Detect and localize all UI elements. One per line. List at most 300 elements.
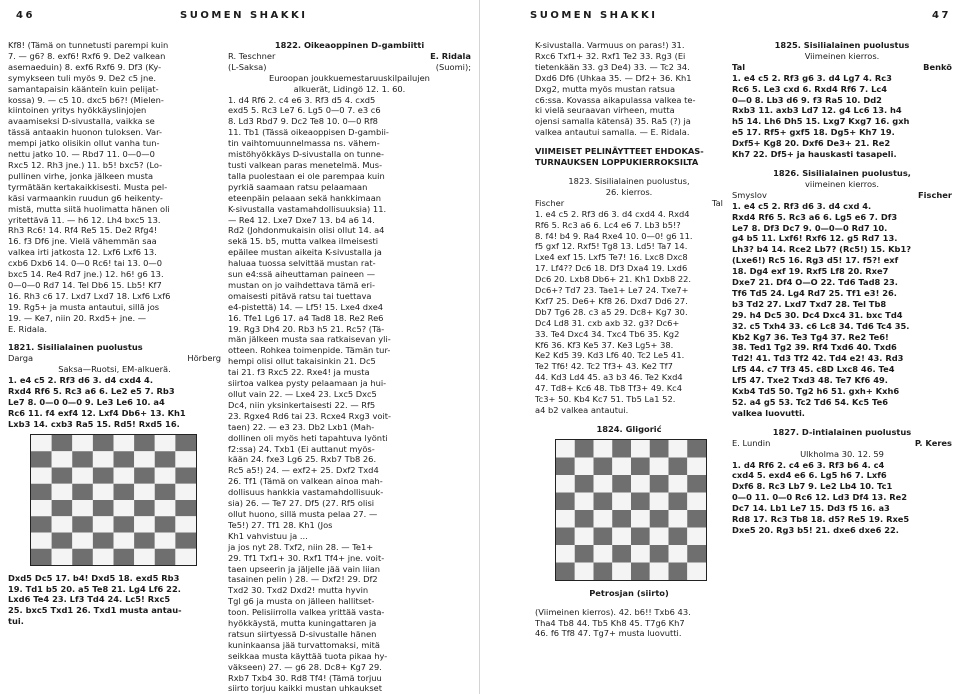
round-line: viimeinen kierros. <box>804 178 879 189</box>
move-line: Rc6 11. f4 exf4 12. Lxf4 Db6+ 13. Kh1 <box>8 407 186 418</box>
running-head-left: SUOMEN SHAKKI <box>180 10 308 21</box>
text-line: mustan on jo vaihdettava tämä eri- <box>228 279 375 290</box>
move-line: Dxe7 21. Df4 O—O 22. Td6 Tad8 23. <box>732 277 898 288</box>
move-line: Tf6 Td5 24. Lg4 Rd7 25. Tf1 e3! 26. <box>732 287 897 298</box>
board-square <box>134 483 155 499</box>
text-line: asemaeduin) 8. exf6 Rxf6 9. Df3 (Ky- <box>8 61 162 72</box>
text-line: — Re4 12. Lxe7 Dxe7 13. b4 a6 14. <box>228 214 375 225</box>
board-square <box>612 457 631 475</box>
board-square <box>134 500 155 516</box>
commentary-text <box>535 40 723 138</box>
text-line: f2:ssa) 24. Txb1 (Ei auttanut myös- <box>228 443 375 454</box>
text-line: tusti valkean paras menetelmä. Mus- <box>228 159 383 170</box>
text-line: 16. Tfe1 Lg6 17. a4 Tad8 18. Re2 Re6 <box>228 312 384 323</box>
text-column-2 <box>228 40 471 694</box>
text-line: avaamiseksi D-sivustalla, vaikka se <box>8 116 155 127</box>
chess-diagram-1821 <box>30 434 197 566</box>
text-line: yritettävä 11. — h6 12. Lh4 bxc5 13. <box>8 214 161 225</box>
board-square <box>669 492 688 510</box>
game-1821-moves <box>8 375 221 430</box>
board-square <box>155 451 176 467</box>
right-page <box>480 0 959 694</box>
move-line: Le7 8. 0—0 0—0 9. Le3 Le6 10. a4 <box>8 397 165 407</box>
black-player: Fischer <box>918 189 952 200</box>
board-square <box>31 532 52 548</box>
move-line: 8. f4! b4 9. Ra4 Rxe4 10. 0—0! g6 11. <box>535 230 693 241</box>
move-line: 44. Kd3 Ld4 45. a3 b3 46. Te2 Kxd4 <box>535 372 683 383</box>
text-line: valkea irti jatkosta 12. Lxf6 Lxf6 13. <box>8 247 157 258</box>
board-square <box>575 492 594 510</box>
text-line: 19. Rg5+ ja musta antautui, sillä jos <box>8 301 160 312</box>
move-line: Le7 8. Df3 Dc7 9. 0—0—0 Rd7 10. <box>732 222 888 233</box>
board-square <box>575 510 594 528</box>
board-square <box>93 483 114 499</box>
board-square <box>93 516 114 532</box>
move-line: Lxb3 14. cxb3 Ra5 15. Rd5! Rxd5 16. <box>8 418 180 429</box>
board-square <box>575 457 594 475</box>
chess-diagram-1824 <box>555 439 707 581</box>
text-line: hyökkäystä, mutta kuningattaren ja <box>228 618 377 629</box>
board-square <box>72 467 93 483</box>
game-1826-moves <box>732 201 952 419</box>
black-player: Benkö <box>923 61 952 72</box>
text-line: tai 21. f3 Rxc5 22. Rxe4! ja musta <box>228 367 370 378</box>
players-line <box>732 62 952 73</box>
board-square <box>650 545 669 563</box>
event-line: Ulkholma 30. 12. 59 <box>800 448 884 459</box>
board-square <box>31 451 52 467</box>
board-square <box>52 483 73 499</box>
text-line: K-sivustalla vastamahdollisuuksia) 11. <box>228 203 387 214</box>
board-square <box>687 562 706 580</box>
text-line: E. Ridala. <box>8 323 47 334</box>
text-line: 7. — g6? 8. exf6! Rxf6 9. De2 valkean <box>8 50 166 61</box>
text-line: bxc5 14. Re4 Rd7 jne.) 12. h6! g6 13. <box>8 269 164 280</box>
move-line: 25. bxc5 Txd1 26. Txd1 musta antau- <box>8 605 182 616</box>
black-player: E. Ridala <box>430 50 471 61</box>
board-square <box>134 548 155 564</box>
board-square <box>687 527 706 545</box>
text-line: kuninkaansa jää turvattomaksi, mitä <box>228 639 380 650</box>
text-line: Dxd6 Df6 (Uhkaa 35. — Df2+ 36. Kh1 <box>535 72 692 83</box>
text-line: ki vielä seuraavan virheen, mutta <box>535 105 675 116</box>
game-1822-text <box>228 95 471 694</box>
text-line: sun e4:ssä aiheuttaman paineen — <box>228 269 376 280</box>
text-line: taen upseerin ja jäljelle jää vain liian <box>228 563 381 574</box>
players-line <box>732 190 952 201</box>
move-line: 1. e4 c5 2. Rf3 g6 3. d4 Lg7 4. Rc3 <box>732 72 892 83</box>
text-line: Rh3 Rc6! 14. Rf4 Re5 15. De2 Rfg4! <box>8 225 158 236</box>
text-line: väkseen) 27. — g6 28. Dc8+ Kg7 29. <box>228 661 382 672</box>
text-line: män jälkeen musta saa ratkaisevan yli- <box>228 334 391 345</box>
text-line: omaisesti pitävä ratsu tai tuettava <box>228 290 372 301</box>
board-square <box>93 435 114 451</box>
board-square <box>612 562 631 580</box>
move-line: 52. a4 g5 53. Tc2 Td6 54. Kc5 Te6 <box>732 397 888 407</box>
text-line: ratsun siirtyessä D-sivustalle hänen <box>228 628 377 639</box>
text-line: Te5!) 27. Tf1 28. Kh1 (Jos <box>228 519 333 530</box>
game-1826-header: 1826. Sisilialainen puolustus, <box>773 167 911 178</box>
move-line: (Lxe6!) Rc5 16. Rg3 d5! 17. f5?! exf <box>732 255 899 266</box>
board-square <box>594 527 613 545</box>
board-square <box>650 562 669 580</box>
move-line: cxd4 5. exd4 e6 6. Lg5 h6 7. Lxf6 <box>732 470 887 481</box>
board-square <box>114 516 135 532</box>
board-square <box>669 527 688 545</box>
game-1825-header: 1825. Sisilialainen puolustus <box>774 40 910 50</box>
board-square <box>575 440 594 458</box>
text-line: pyrkiä saamaan ratsu pelaamaan <box>228 181 368 192</box>
board-square <box>631 457 650 475</box>
board-square <box>175 516 196 532</box>
board-square <box>594 492 613 510</box>
board-square <box>631 475 650 493</box>
text-line: sekä 15. b5, mutta valkea ilmeisesti <box>228 236 379 247</box>
text-line: symykseen tuli myös 9. De2 c5 jne. <box>8 72 156 83</box>
text-line: Kh1 vahvistuu ja ... <box>228 530 308 541</box>
board-square <box>631 510 650 528</box>
text-line: seikkaa musta käyttää tuota pikaa hy- <box>228 650 388 661</box>
text-line: 19. — Ke7, niin 20. Rxd5+ jne. — <box>8 312 147 323</box>
board-square <box>631 545 650 563</box>
move-line: Lh3? b4 14. Rce2 Lb7? (Rc5!) 15. Kb1? <box>732 244 912 255</box>
move-line: Dxf5+ Kg8 20. Dxf6 De3+ 21. Re2 <box>732 138 891 149</box>
board-square <box>631 562 650 580</box>
text-line: K-sivustalla. Varmuus on paras!) 31. <box>535 40 685 50</box>
board-square <box>612 492 631 510</box>
event-line: Euroopan joukkuemestaruuskilpailujen <box>269 72 430 83</box>
board-square <box>556 475 575 493</box>
move-line: 1. d4 Rf6 2. c4 e6 3. Rf3 b6 4. c4 <box>732 459 885 470</box>
text-line: samantapaisin käänteïn kuin peliįat- <box>8 83 159 94</box>
board-square <box>31 548 52 564</box>
board-square <box>556 545 575 563</box>
diagram-caption: Petrosjan (siirto) <box>589 587 669 598</box>
game-1821-continuation <box>8 573 221 628</box>
move-line: Rd8 17. Rc3 Tb8 18. d5? Re5 19. Rxe5 <box>732 514 910 525</box>
board-square <box>114 435 135 451</box>
text-line: 26. Tf1 (Tämä on valkean ainoa mah- <box>228 476 383 487</box>
board-square <box>175 483 196 499</box>
text-line: 29. Tf1 Txf1+ 30. Rxf1 Tf4+ jne. voit- <box>228 552 385 563</box>
board-square <box>612 475 631 493</box>
board-square <box>669 440 688 458</box>
players-line <box>228 51 471 62</box>
board-square <box>687 440 706 458</box>
text-line: dollinen oli myös heti tapahtuva lyönti <box>228 432 388 443</box>
text-line: Rxc6 Txf1+ 32. Rxf1 Te2 33. Rg3 (Ei <box>535 50 686 61</box>
white-player: Tal <box>732 61 746 72</box>
text-column-1 <box>8 40 221 627</box>
text-line: sia) 26. — Te7 27. Df5 (27. Rf5 olisi <box>228 498 375 509</box>
board-square <box>175 435 196 451</box>
board-square <box>556 440 575 458</box>
board-square <box>631 492 650 510</box>
text-line: tässä antaakin huonon tuloksen. Var- <box>8 127 162 138</box>
text-column-4 <box>732 40 952 536</box>
board-square <box>687 457 706 475</box>
board-square <box>612 510 631 528</box>
move-line: 18. Dg4 exf 19. Rxf5 Lf8 20. Rxe7 <box>732 266 889 277</box>
move-line: 19. Td1 b5 20. a5 Te8 21. Lg4 Lf6 22. <box>8 583 181 594</box>
board-square <box>72 500 93 516</box>
board-square <box>669 545 688 563</box>
board-square <box>93 548 114 564</box>
board-square <box>93 467 114 483</box>
text-line: käsi varmaankin ruudun g6 heikenty- <box>8 192 163 203</box>
board-square <box>52 516 73 532</box>
board-square <box>575 475 594 493</box>
text-line: otteen. Rohkea toimenpide. Tämän tur- <box>228 345 391 356</box>
move-line: Te2 Tf6! 42. Tc2 Tf3+ 43. Ke2 Tf7 <box>535 361 673 372</box>
text-line: cxb6 Dxb6 14. 0—0 Rc6! tai 13. 0—0 <box>8 258 162 269</box>
text-line: 19. Rg3 Dh4 20. Rb3 h5 21. Rc5? (Tä- <box>228 323 385 334</box>
board-square <box>134 451 155 467</box>
board-square <box>134 516 155 532</box>
board-square <box>52 500 73 516</box>
move-line: Rc6 5. Le3 cxd 6. Rxd4 Rf6 7. Lc4 <box>732 83 888 94</box>
text-line: epäilee mustan aikeita K-sivustalla ja <box>228 247 382 258</box>
board-square <box>31 467 52 483</box>
move-line: 47. Td8+ Kc6 48. Tb8 Tf3+ 49. Kc4 <box>535 383 683 394</box>
text-line: dollisuus hankkia vastamahdollisuuk- <box>228 487 384 498</box>
running-head-right: SUOMEN SHAKKI <box>530 10 658 21</box>
text-line: 16. Rh3 c6 17. Lxd7 Lxd7 18. Lxf6 Lxf6 <box>8 290 171 301</box>
board-square <box>556 492 575 510</box>
move-line: f5 gxf 12. Rxf5! Tg8 13. Ld5! Ta7 14. <box>535 241 688 252</box>
text-line: tyrmätään kertakaikkisesti. Musta pel- <box>8 181 168 192</box>
white-player: Fischer <box>535 197 565 208</box>
move-line: 1. e4 c5 2. Rf3 d6 3. d4 cxd4 4. Rxd4 <box>535 208 690 219</box>
board-square <box>594 562 613 580</box>
commentary-text <box>8 40 221 334</box>
black-player: Tal <box>711 197 723 208</box>
game-1821-header: 1821. Sisilialainen puolustus <box>8 342 143 353</box>
text-line: haluaa tuossa selvittää mustan rat- <box>228 258 376 269</box>
board-square <box>72 516 93 532</box>
board-square <box>134 435 155 451</box>
board-square <box>93 532 114 548</box>
board-square <box>631 527 650 545</box>
board-square <box>650 440 669 458</box>
text-line: siirto torjuu kaikki mustan uhkaukset <box>228 683 383 694</box>
move-line: Kf6 36. Kf3 Ke5 37. Ke3 Lg5+ 38. <box>535 339 674 350</box>
white-country: (L-Saksa) <box>228 61 267 72</box>
board-square <box>114 467 135 483</box>
board-square <box>669 475 688 493</box>
text-line: 23. Rgxe4 Rd6 tai 23. Rcxe4 Rxg3 voit- <box>228 410 391 421</box>
move-line: Lf5 47. Txe2 Txd3 48. Te7 Kf6 49. <box>732 375 888 386</box>
text-line: exd5 5. Rc3 Le7 6. Lg5 0—0 7. e3 c6 <box>228 105 381 116</box>
text-line: eteenpäin pelaaan sekä hankkimaan <box>228 192 382 203</box>
move-line: Dc6+? Td7 23. Tae1+ Le7 24. Txe7+ <box>535 285 689 296</box>
board-square <box>612 527 631 545</box>
board-square <box>687 545 706 563</box>
board-square <box>556 510 575 528</box>
board-square <box>52 548 73 564</box>
text-line: 1. d4 Rf6 2. c4 e6 3. Rf3 d5 4. cxd5 <box>228 94 376 105</box>
board-square <box>134 532 155 548</box>
text-line: 8. Ld3 Rbd7 9. Dc2 Te8 10. 0—0 Rf8 <box>228 116 378 127</box>
move-line: 0—0 8. Lb3 d6 9. f3 Ra5 10. Dd2 <box>732 94 882 105</box>
text-line: 0—0—0 Rd7 14. Tel Db6 15. Lb5! Kf7 <box>8 279 162 290</box>
board-square <box>155 483 176 499</box>
game-1827-moves <box>732 460 952 536</box>
board-square <box>114 483 135 499</box>
white-player: R. Teschner <box>228 50 276 61</box>
board-square <box>650 492 669 510</box>
move-line: Rxb3 11. axb3 Ld7 12. g4 Lc6 13. h4 <box>732 105 902 116</box>
board-square <box>52 467 73 483</box>
white-player: Darga <box>8 353 34 364</box>
move-line: (Viimeinen kierros). 42. b6!! Txb6 43. <box>535 606 691 617</box>
text-line: tin vaihtomuunnelmassa ns. vähem- <box>228 138 380 149</box>
text-line: Dxg2, mutta myös mustan ratsua <box>535 83 676 94</box>
board-square <box>114 532 135 548</box>
board-square <box>650 457 669 475</box>
move-line: Kxb4 Td5 50. Tg2 h6 51. gxh+ Kxh6 <box>732 386 900 397</box>
text-line: pullinen virhe, jonka jälkeen musta <box>8 170 154 181</box>
text-line: kään 24. fxe3 Lg6 25. Rxb7 Tb8 26. <box>228 454 377 465</box>
board-square <box>31 435 52 451</box>
text-line: mistöhyökkäys D-sivustalla on tunne- <box>228 149 384 160</box>
black-country: (Suomi); <box>435 61 471 72</box>
text-line: 16. f3 Df6 jne. Vielä vähemmän saa <box>8 236 157 247</box>
board-square <box>175 467 196 483</box>
text-line: ollut vain 22. — Lxe4 23. Lxc5 Dxc5 <box>228 389 377 399</box>
game-1823-moves <box>535 209 723 416</box>
game-1824-header: 1824. Gligorić <box>596 423 662 434</box>
tourney-title-1: VIIMEISET PELINÄYTTEET EHDOKAS- <box>535 146 704 157</box>
text-line: talla puolestaan ei ole parempaa kuin <box>228 170 385 181</box>
tourney-title-2: TURNAUKSEN LOPPUKIERROKSILTA <box>535 157 699 168</box>
board-square <box>687 475 706 493</box>
board-square <box>594 457 613 475</box>
move-line: Rxd4 Rf6 5. Rc3 a6 6. Le2 e5 7. Rb3 <box>8 386 175 397</box>
move-line: Td2! 41. Td3 Tf2 42. Td4 e2! 43. Rd3 <box>732 353 904 364</box>
move-line: Kb2 Kg7 36. Te3 Tg4 37. Re2 Te6! <box>732 331 889 342</box>
game-1824-moves <box>535 607 723 640</box>
move-line: b3 Td2 27. Lxd7 Txd7 28. Tel Tb8 <box>732 298 887 309</box>
move-line: Dxf6 8. Rc3 Lb7 9. Le2 Lb4 10. Tc1 <box>732 481 893 492</box>
text-line: kiintoinen yritys hyökkäyslinjojen <box>8 105 147 116</box>
text-line: mempi jatko olisikin ollut vanha tun- <box>8 138 160 149</box>
text-line: valkea antautui samalla. — E. Ridala. <box>535 127 690 138</box>
board-square <box>175 451 196 467</box>
move-line: Dxe5 20. Rg3 b5! 21. dxe6 dxe6 22. <box>732 524 899 535</box>
text-line: ja jos nyt 28. Txf2, niin 28. — Te1+ <box>228 541 374 552</box>
move-line: 17. Lf4?? Dc6 18. Df3 Dxa4 19. Lxd6 <box>535 263 688 274</box>
board-square <box>650 475 669 493</box>
text-line: Kf8! (Tämä on tunnetusti parempi kuin <box>8 40 169 50</box>
event-line: Saksa—Ruotsi, EM-alkuerä. <box>58 364 171 375</box>
board-square <box>31 500 52 516</box>
white-player: E. Lundin <box>732 437 771 448</box>
move-line: 1. e4 c5 2. Rf3 d6 3. d4 cxd 4. <box>732 200 872 211</box>
page-number-left: 46 <box>16 10 35 21</box>
move-line: Lxd6 Te4 23. Lf3 Td4 24. Lc5! Rxc5 <box>8 594 171 605</box>
board-square <box>175 500 196 516</box>
board-square <box>155 516 176 532</box>
board-square <box>650 527 669 545</box>
text-line: mistä, mutta siitä huolimatta hänen oli <box>8 203 170 214</box>
round-line: Viimeinen kierros. <box>804 50 880 61</box>
move-line: 29. h4 Dc5 30. Dc4 Dxc4 31. bxc Td4 <box>732 309 903 320</box>
board-square <box>175 532 196 548</box>
board-square <box>575 545 594 563</box>
board-square <box>155 548 176 564</box>
move-line: Db7 Tg6 28. c3 a5 29. Dc8+ Kg7 30. <box>535 306 688 317</box>
board-square <box>594 545 613 563</box>
board-square <box>175 548 196 564</box>
text-line: siirtoa valkea pysty pelaamaan ja hui- <box>228 378 387 389</box>
countries-line <box>228 62 471 73</box>
text-line: tietenkään 33. g3 De4) 33. — Tc2 34. <box>535 61 690 72</box>
move-line: Tc3+ 50. Kb4 Kc7 51. Tb5 La1 52. <box>535 394 676 405</box>
move-line: Dc6 20. Lxb8 Db6+ 21. Kh1 Dxb8 22. <box>535 274 692 285</box>
white-player: Smyslov <box>732 189 767 200</box>
text-line: nettu jatko 10. — Rbd7 11. 0—0—0 <box>8 149 155 160</box>
players-line <box>535 198 723 209</box>
text-column-3 <box>535 40 723 639</box>
board-square <box>631 440 650 458</box>
text-line: toon. Pelisiirrolla valkea yrittää vasta- <box>228 607 385 618</box>
board-square <box>72 548 93 564</box>
board-square <box>612 545 631 563</box>
move-line: 33. Te4 Dxc4 34. Txc4 Tb6 35. Kg2 <box>535 328 680 339</box>
board-square <box>669 562 688 580</box>
board-square <box>575 527 594 545</box>
text-line: Dc4, niin yksinkertaisesti 22. — Rf5 <box>228 399 376 410</box>
move-line: Kh7 22. Df5+ ja hauskasti tasapeli. <box>732 149 897 160</box>
board-square <box>669 510 688 528</box>
move-line: Dxd5 Dc5 17. b4! Dxd5 18. exd5 Rb3 <box>8 572 180 583</box>
game-1823-header: 1823. Sisilialainen puolustus, <box>568 175 690 186</box>
move-line: valkea luovutti. <box>732 407 805 418</box>
text-line: ojensi samalla kätensä) 35. Ra5 (?) ja <box>535 116 691 127</box>
black-player: P. Keres <box>914 437 952 448</box>
text-line: Tgl g6 ja musta on jälleen hallitset- <box>228 596 375 607</box>
players-line <box>732 438 952 449</box>
board-square <box>72 435 93 451</box>
text-line: taen) 22. — e3 23. Db2 Lxb1 (Mah- <box>228 421 375 432</box>
move-line: 46. f6 Tf8 47. Tg7+ musta luovutti. <box>535 628 682 639</box>
move-line: 1. e4 c5 2. Rf3 d6 3. d4 cxd4 4. <box>8 375 153 386</box>
move-line: Rxd4 Rf6 5. Rc3 a6 6. Lg5 e6 7. Df3 <box>732 211 898 222</box>
move-line: h5 14. Lh6 Dh5 15. Lxg7 Kxg7 16. gxh <box>732 116 910 127</box>
game-1822-header: 1822. Oikeaoppinen D-gambiitti <box>274 40 425 50</box>
black-player: Hörberg <box>187 353 221 364</box>
text-line: Rxb7 Txb4 30. Rd8 Tf4! (Tämä torjuu <box>228 672 382 683</box>
move-line: 38. Ted1 Tg2 39. Rf4 Txd6 40. Txd6 <box>732 342 897 353</box>
board-square <box>114 451 135 467</box>
page-number-right: 47 <box>932 10 951 21</box>
board-square <box>31 483 52 499</box>
board-square <box>556 527 575 545</box>
move-line: Lf5 44. c7 Tf3 45. c8D Lxc8 46. Te4 <box>732 364 895 375</box>
board-square <box>575 562 594 580</box>
text-line: tasainen pelin ) 28. — Dxf2! 29. Df2 <box>228 574 378 585</box>
text-line: c6:ssa. Kovassa aikapulassa valkea te- <box>535 94 696 105</box>
move-line: a4 b2 valkea antautui. <box>535 405 629 415</box>
board-square <box>72 451 93 467</box>
board-square <box>52 532 73 548</box>
board-square <box>594 510 613 528</box>
text-line: hempi olisi ollut takaisinkin 21. Dc5 <box>228 356 376 367</box>
move-line: 32. c5 Txh4 33. c6 Lc8 34. Td6 Tc4 35. <box>732 320 910 331</box>
board-square <box>31 516 52 532</box>
board-square <box>650 510 669 528</box>
